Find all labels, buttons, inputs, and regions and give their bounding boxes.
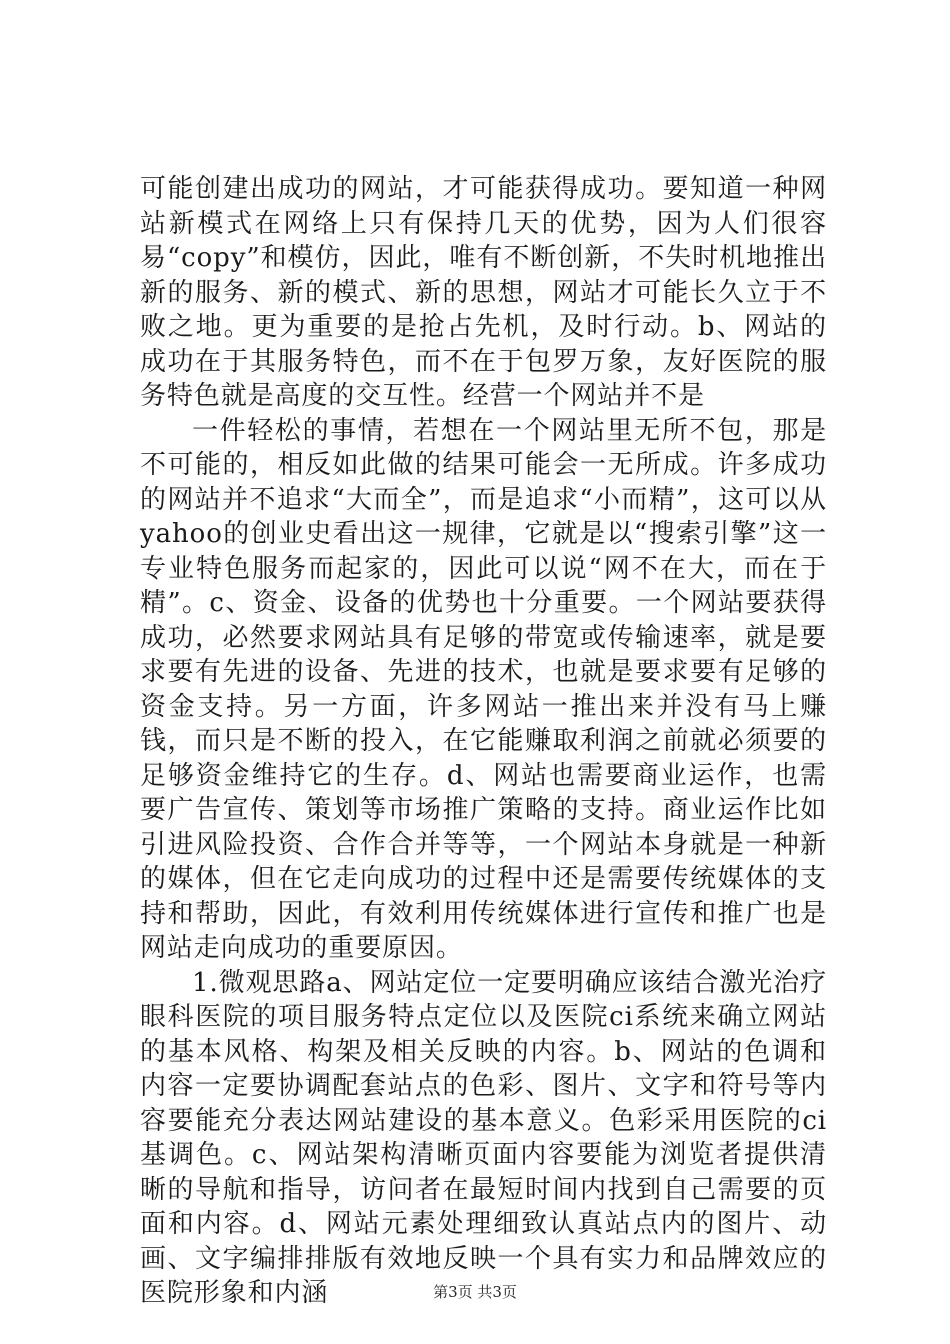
body-text [140, 172, 827, 1311]
paragraph-continuation: 可能创建出成功的网站，才可能获得成功。要知道一种网站新模式在网络上只有保持几天的优势，因为人们很容易“copy”和模仿，因此，唯有不断创新，不失时机地推出新的服务、新的模式、新的思想，网站才可能长久立于不败之地。更为重要的是抢占先机，及时行动。b、网站的成功在于其服务特色，而不在于包罗万象，友好医院的服务特色就是高度的交互性。经营一个网站并不是 [140, 174, 827, 411]
paragraph-micro-approach: 1.微观思路a、网站定位一定要明确应该结合激光治疗眼科医院的项目服务特点定位以及医院ci系统来确立网站的基本风格、构架及相关反映的内容。b、网站的色调和内容一定要协调配套站点的色彩、图片、文字和符号等内容要能充分表达网站建设的基本意义。色彩采用医院的ci基调色。c、网站架构清晰页面内容要能为浏览者提供清晰的导航和指导，访问者在最短时间内找到自己需要的页面和内容。d、网站元素处理细致认真站点内的图片、动画、文字编排排版有效地反映一个具有实力和品牌效应的医院形象和内涵 [140, 967, 827, 1308]
paragraph-business-operation: 一件轻松的事情，若想在一个网站里无所不包，那是不可能的，相反如此做的结果可能会一无所成。许多成功的网站并不追求“大而全”，而是追求“小而精”，这可以从yahoo的创业史看出这一规律，它就是以“搜索引擎”这一专业特色服务而起家的，因此可以说“网不在大，而在于精”。c、资金、设备的优势也十分重要。一个网站要获得成功，必然要求网站具有足够的带宽或传输速率，就是要求要有先进的设备、先进的技术，也就是要求要有足够的资金支持。另一方面，许多网站一推出来并没有马上赚钱，而只是不断的投入，在它能赚取利润之前就必须要的足够资金维持它的生存。d、网站也需要商业运作，也需要广告宣传、策划等市场推广策略的支持。商业运作比如引进风险投资、合作合并等等，一个网站本身就是一种新的媒体，但在它走向成功的过程中还是需要传统媒体的支持和帮助，因此，有效利用传统媒体进行宣传和推广也是网站走向成功的重要原因。 [140, 415, 827, 963]
page-footer: 第3页 共3页 [433, 1283, 517, 1301]
